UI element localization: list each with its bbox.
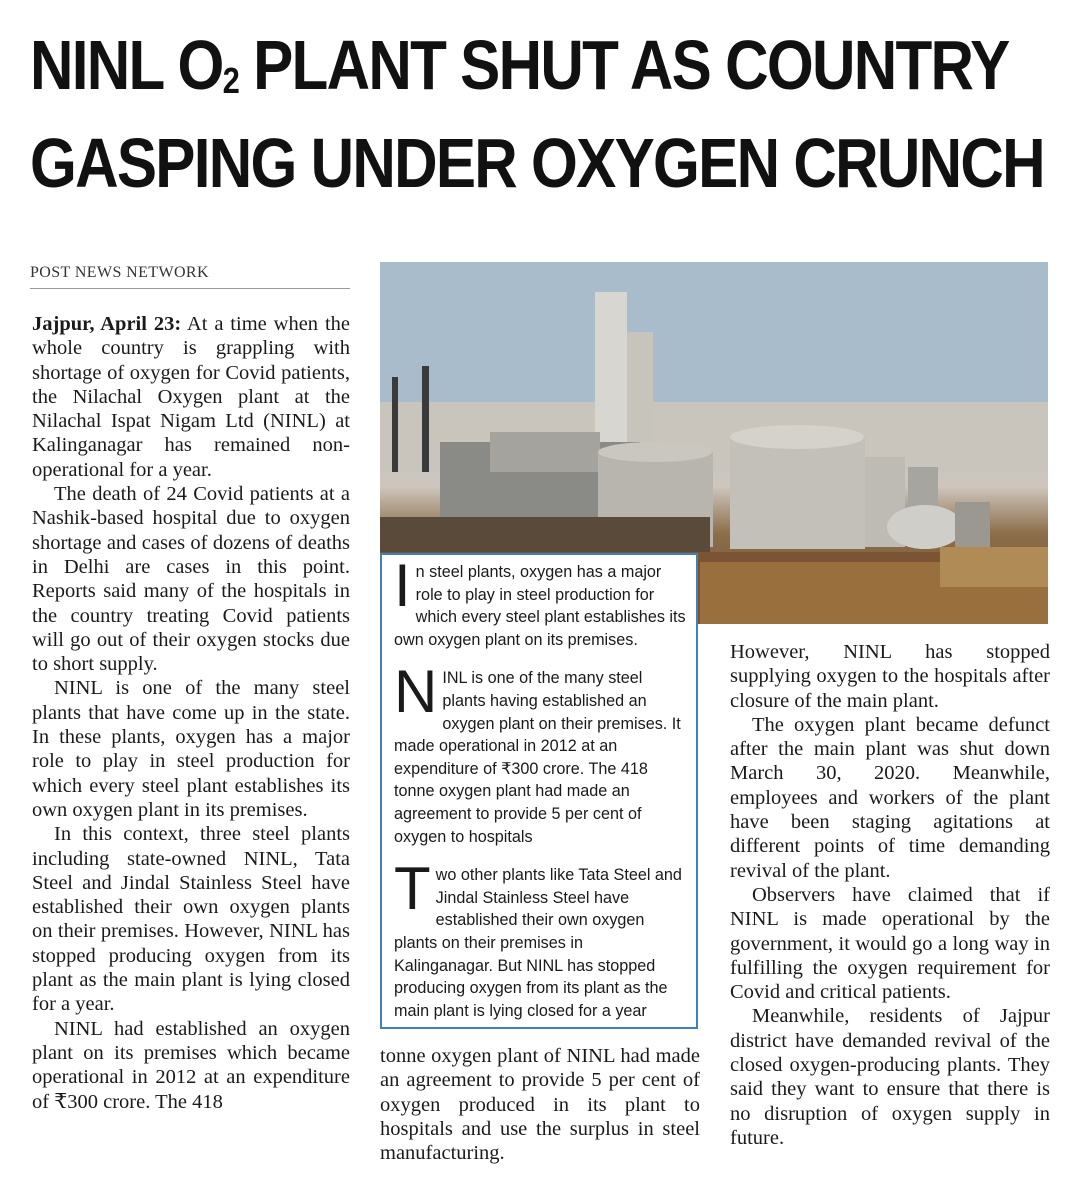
drop-cap: N (394, 658, 438, 726)
highlight-item (394, 552, 686, 651)
article-paragraph: The oxygen plant became defunct after the main plant was shut down March 30, 2020. Meanwhile, employees and workers of the plant have been staging agitations at different points of time demanding revival of the plant. (730, 713, 1050, 882)
highlight-text: n steel plants, oxygen has a major role to play in steel production for which every steel plant establishes its own oxygen plant on its premises. (394, 563, 686, 649)
highlight-item (394, 855, 686, 1022)
headline (30, 22, 1044, 206)
drop-cap: T (394, 855, 431, 923)
highlight-text: INL is one of the many steel plants having established an oxygen plant on their premises. It made operational in 2012 at an expenditure of ₹300 crore. The 418 tonne oxygen plant had made an agreement to provide 5 per cent of oxygen to hospitals (394, 669, 681, 846)
article-paragraph: NINL had established an oxygen plant on its premises which became operational in 2012 at an expenditure of ₹300 crore. The 418 (32, 1017, 350, 1113)
article-paragraph: The death of 24 Covid patients at a Nashik-based hospital due to oxygen shortage and cases of dozens of deaths in Delhi are cases in this point. Reports said many of the hospitals in the country treating Covid patients will go out of their oxygen stocks due to short supply. (32, 483, 350, 676)
highlight-text: wo other plants like Tata Steel and Jindal Stainless Steel have established their own oxygen plants on their premises in Kalinganagar. But NINL has stopped producing oxygen from its plant as the main plant is lying closed for a year (394, 866, 682, 1020)
headline-line-1 (30, 22, 1009, 120)
article-paragraph (32, 312, 350, 482)
article-paragraph: tonne oxygen plant of NINL had made an agreement to provide 5 per cent of oxygen produced in its plant to hospitals and use the surplus in steel manufacturing. (380, 1045, 700, 1165)
article-paragraph: In this context, three steel plants including state-owned NINL, Tata Steel and Jindal Stainless Steel have established their own oxygen plants on their premises. However, NINL has stopped producing oxygen from its plant as the main plant is lying closed for a year. (32, 823, 350, 1016)
article-paragraph: Observers have claimed that if NINL is made operational by the government, it would go a long way in fulfilling the oxygen requirement for Covid and critical patients. (730, 883, 1050, 1004)
article-paragraph: Meanwhile, residents of Jajpur district have demanded revival of the closed oxygen-producing plants. They said they want to ensure that there is no disruption of oxygen supply in future. (730, 1005, 1050, 1149)
article-paragraph: NINL is one of the many steel plants that have come up in the state. In these plants, oxygen has a major role to play in steel production for which every steel plant establishes its own oxygen plant in its premises. (32, 677, 350, 821)
headline-line-2: GASPING UNDER OXYGEN CRUNCH (30, 124, 1044, 202)
article-column-2 (380, 1044, 700, 1165)
article-paragraph: However, NINL has stopped supplying oxygen to the hospitals after closure of the main plant. (730, 641, 1050, 712)
highlights-box (380, 553, 698, 1029)
highlight-item (394, 658, 686, 848)
byline-divider (30, 288, 350, 289)
headline-line-1-prefix: NINL O (30, 26, 223, 104)
byline: POST NEWS NETWORK (30, 264, 209, 281)
headline-subscript: 2 (222, 60, 239, 101)
dateline: Jajpur, April 23: (32, 313, 182, 335)
headline-line-1-suffix: PLANT SHUT AS COUNTRY (238, 26, 1009, 104)
article-column-1 (32, 312, 350, 1114)
article-column-3 (730, 640, 1050, 1150)
drop-cap: I (394, 552, 411, 619)
lead-text: At a time when the whole country is grappling with shortage of oxygen for Covid patients, the Nilachal Oxygen plant at the Nilachal Ispat Nigam Ltd (NINL) at Kalinganagar has remained non-operational for a year. (32, 313, 350, 481)
